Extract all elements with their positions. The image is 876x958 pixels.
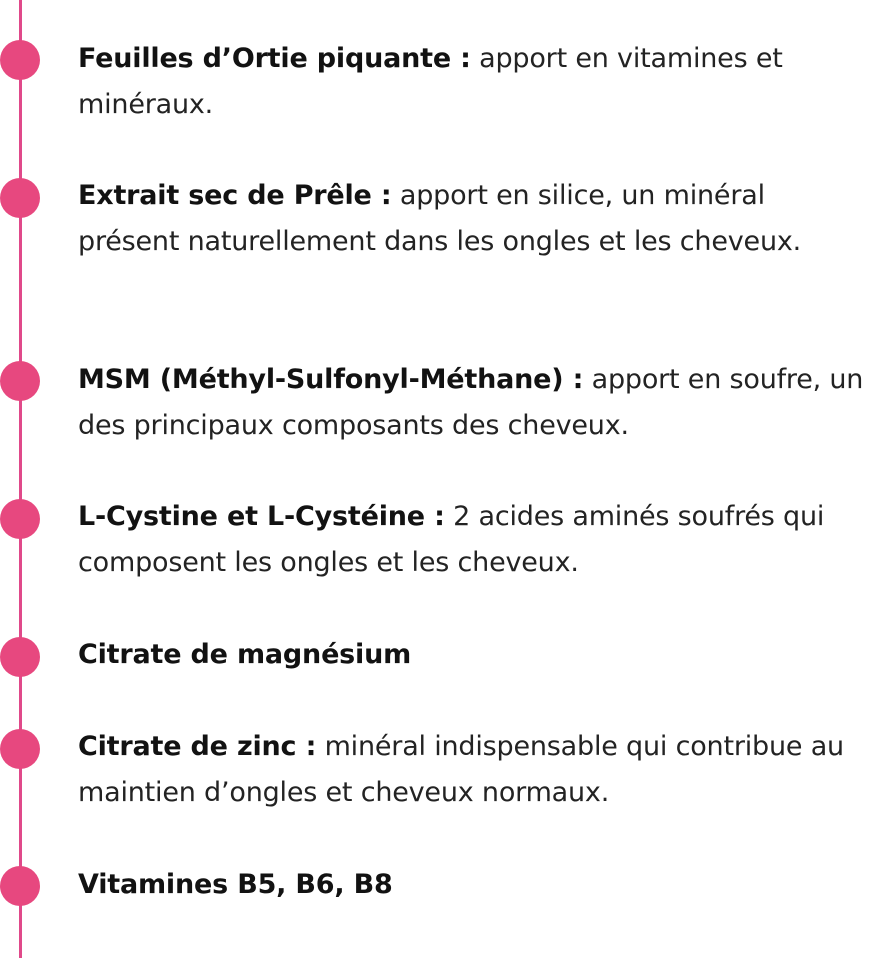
- item-label: Feuilles d’Ortie piquante :: [78, 43, 471, 74]
- list-item-text: [78, 173, 872, 265]
- list-item-text: [78, 724, 872, 816]
- timeline-dot: [0, 178, 40, 218]
- timeline-dot: [0, 361, 40, 401]
- list-item-text: [78, 494, 872, 586]
- item-description: apport en vitamines et minéraux.: [78, 43, 783, 120]
- item-label: Citrate de zinc :: [78, 731, 317, 762]
- item-description: apport en soufre, un des principaux composants des cheveux.: [78, 364, 864, 441]
- list-item-text: [78, 862, 872, 908]
- item-label: Extrait sec de Prêle :: [78, 180, 392, 211]
- timeline-line: [19, 0, 22, 958]
- timeline-dot: [0, 729, 40, 769]
- timeline-dot: [0, 40, 40, 80]
- item-label: Vitamines B5, B6, B8: [78, 869, 393, 900]
- timeline-dot: [0, 637, 40, 677]
- list-item-text: [78, 357, 872, 449]
- item-label: Citrate de magnésium: [78, 639, 412, 670]
- item-label: L-Cystine et L-Cystéine :: [78, 501, 445, 532]
- item-description: apport en silice, un minéral présent naturellement dans les ongles et les cheveux.: [78, 180, 802, 257]
- list-item-text: [78, 632, 872, 678]
- timeline-dot: [0, 866, 40, 906]
- item-label: MSM (Méthyl-Sulfonyl-Méthane) :: [78, 364, 584, 395]
- list-item-text: [78, 36, 872, 128]
- timeline-dot: [0, 499, 40, 539]
- item-description: minéral indispensable qui contribue au maintien d’ongles et cheveux normaux.: [78, 731, 844, 808]
- item-description: 2 acides aminés soufrés qui composent les ongles et les cheveux.: [78, 501, 825, 578]
